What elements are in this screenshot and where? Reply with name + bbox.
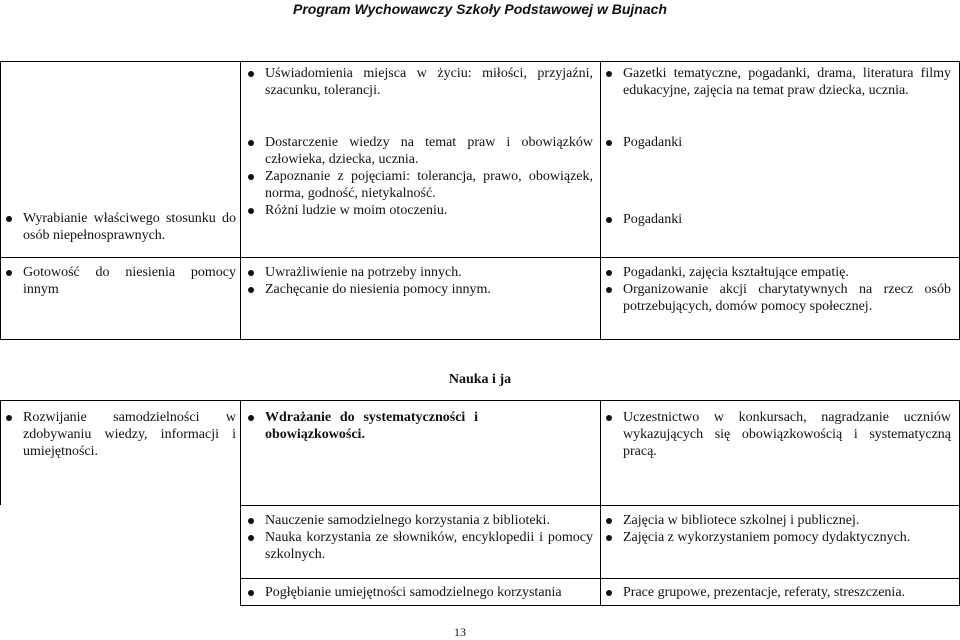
column-border	[240, 400, 241, 605]
list-item: Wyrabianie właściwego stosunku do osób niepełnosprawnych.	[6, 210, 236, 244]
table-top-border	[0, 61, 960, 62]
list-item: Uczestnictwo w konkursach, nagradzanie uczniów wykazujących się obowiązkowością i systematyczną pracą.	[606, 409, 951, 460]
list-item: Gazetki tematyczne, pogadanki, drama, literatura filmy edukacyjne, zajęcia na temat praw dziecka, ucznia.	[606, 65, 951, 99]
list-item: Pogadanki	[606, 211, 951, 228]
list-item: Prace grupowe, prezentacje, referaty, streszczenia.	[606, 584, 951, 601]
list-item: Nauka korzystania ze słowników, encyklopedii i pomocy szkolnych.	[248, 529, 593, 563]
column-border	[0, 61, 1, 339]
row-divider	[0, 257, 960, 258]
list-item: Pogadanki	[606, 134, 951, 151]
column-border	[600, 61, 601, 339]
list-item: Zachęcanie do niesienia pomocy innym.	[248, 281, 593, 298]
column-border	[240, 61, 241, 339]
row-divider	[240, 605, 960, 606]
list-item: Zapoznanie z pojęciami: tolerancja, prawo, obowiązek, norma, godność, nietykalność.	[248, 168, 593, 202]
list-item: Gotowość do niesienia pomocy innym	[6, 264, 236, 298]
list-item: Organizowanie akcji charytatywnych na rzecz osób potrzebujących, domów pomocy społecznej.	[606, 281, 951, 315]
list-item: Wdrażanie do systematyczności i obowiązkowości.	[248, 409, 478, 443]
list-item: Różni ludzie w moim otoczeniu.	[248, 202, 593, 219]
list-item: Nauczenie samodzielnego korzystania z biblioteki.	[248, 512, 593, 529]
list-item: Rozwijanie samodzielności w zdobywaniu wiedzy, informacji i umiejętności.	[6, 409, 236, 460]
list-item: Uwrażliwienie na potrzeby innych.	[248, 264, 593, 281]
section-title: Nauka i ja	[448, 372, 512, 387]
document-header: Program Wychowawczy Szkoły Podstawowej w Bujnach	[293, 1, 667, 17]
list-item: Pogadanki, zajęcia kształtujące empatię.	[606, 264, 951, 281]
column-border	[600, 400, 601, 605]
list-item: Zajęcia w bibliotece szkolnej i publicznej.	[606, 512, 951, 529]
list-item: Dostarczenie wiedzy na temat praw i obowiązków człowieka, dziecka, ucznia.	[248, 134, 593, 168]
row-divider	[0, 339, 960, 340]
list-item: Pogłębianie umiejętności samodzielnego korzystania	[248, 584, 603, 601]
list-item: Zajęcia z wykorzystaniem pomocy dydaktycznych.	[606, 529, 951, 546]
list-item: Uświadomienia miejsca w życiu: miłości, przyjaźni, szacunku, tolerancji.	[248, 65, 593, 99]
column-border	[0, 400, 1, 505]
page-number: 13	[454, 625, 466, 639]
row-divider	[0, 400, 960, 401]
